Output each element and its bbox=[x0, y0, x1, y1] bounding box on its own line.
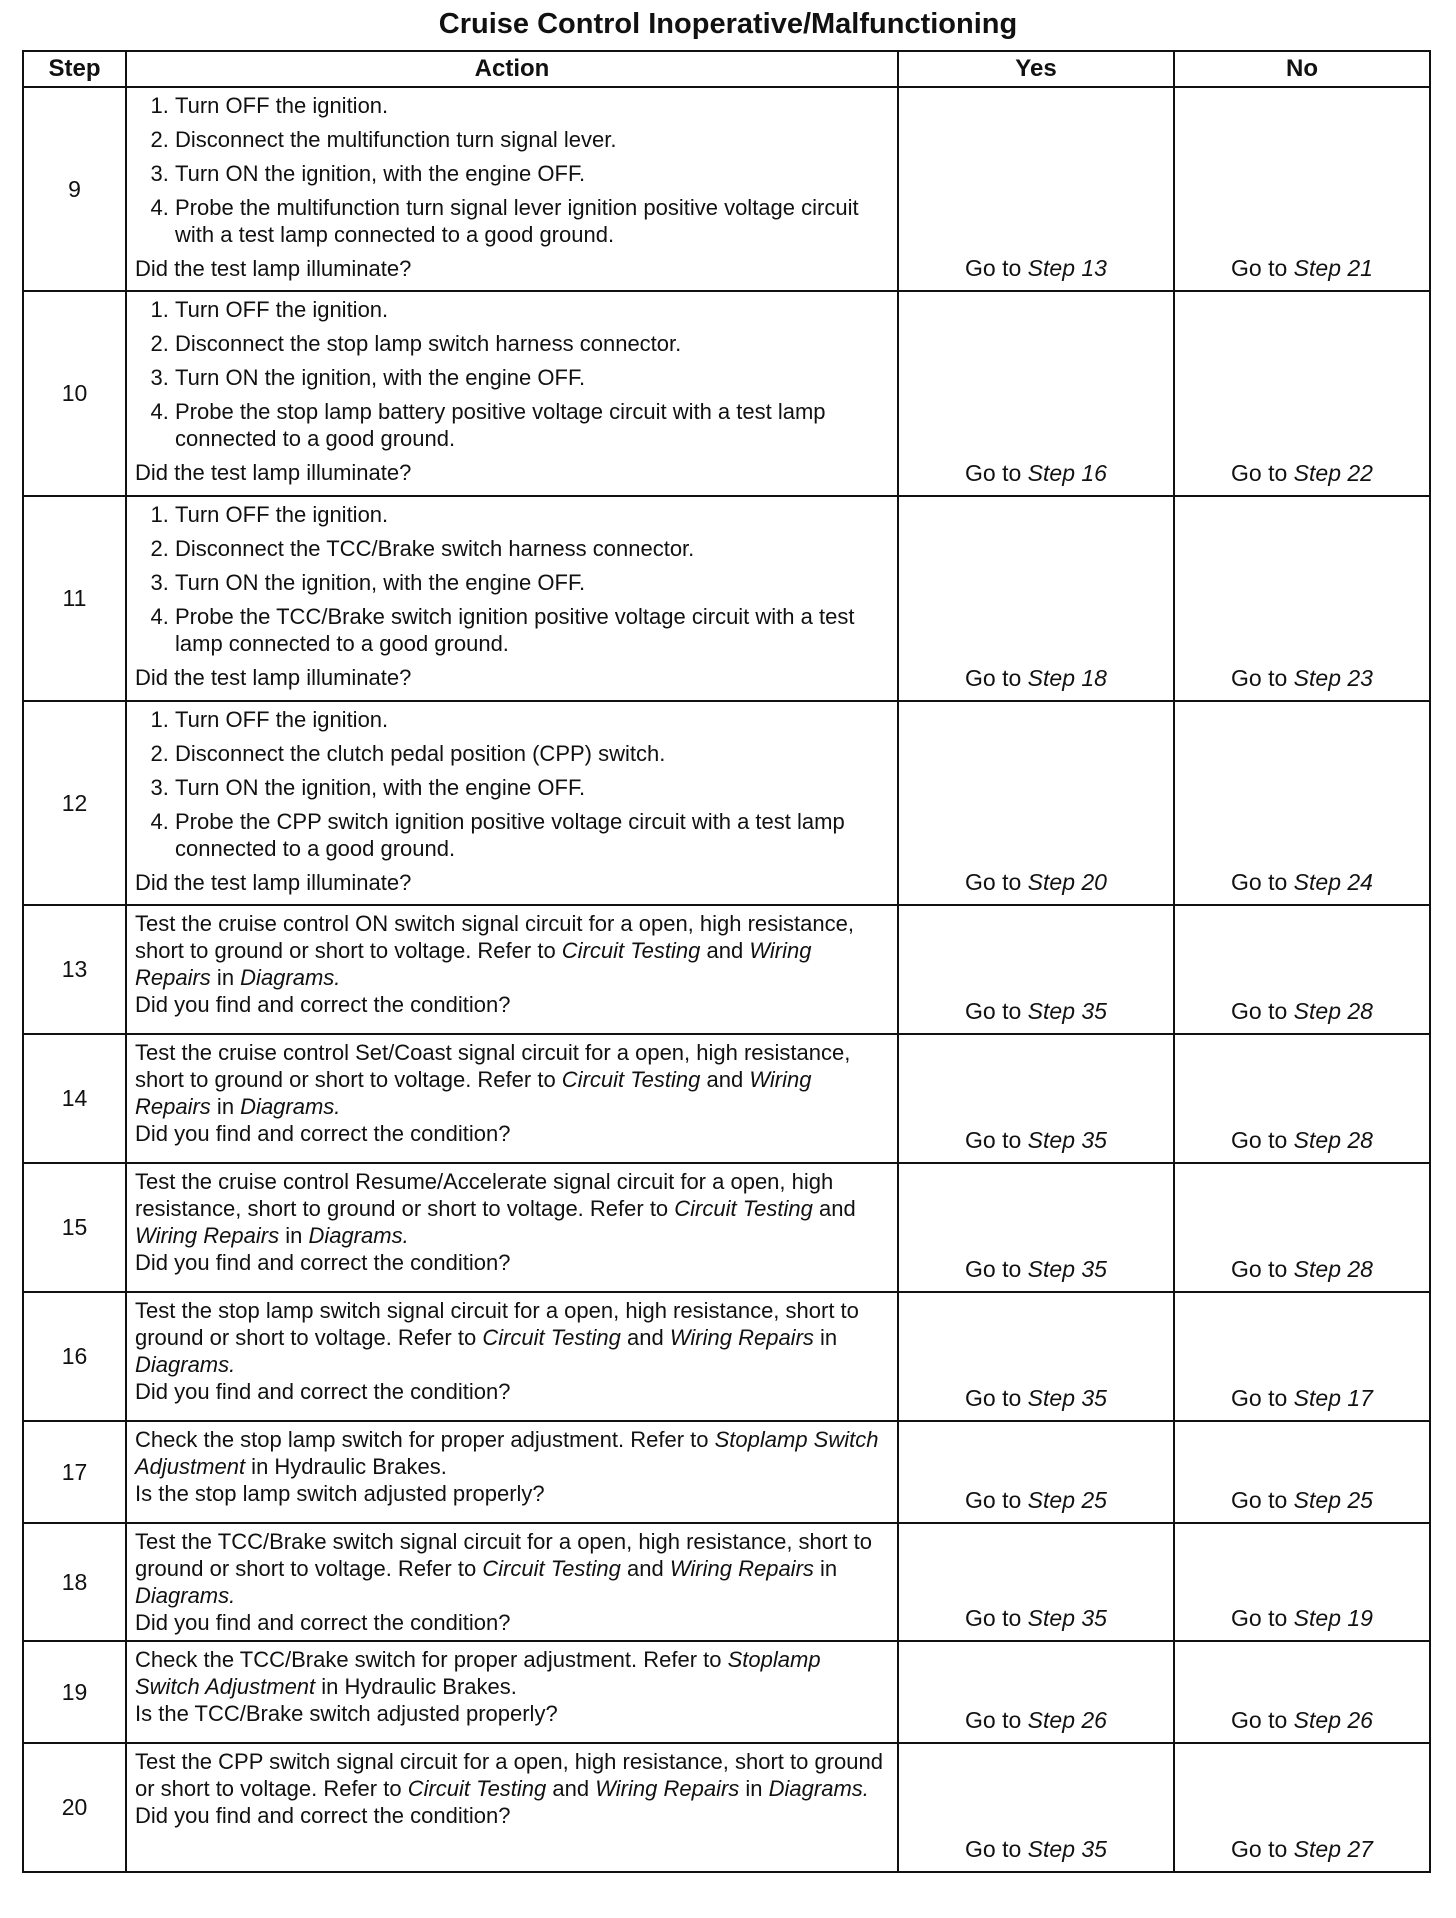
header-row bbox=[23, 51, 1430, 87]
action-text-segment: Test the cruise control Resume/Accelerate signal circuit for a open, high resistance, short to ground or short to voltage. Refer to bbox=[135, 1169, 834, 1221]
goto-step-link: Step 22 bbox=[1293, 460, 1373, 486]
goto-step-link: Step 35 bbox=[1027, 1836, 1107, 1862]
action-question: Did the test lamp illuminate? bbox=[135, 460, 412, 485]
reference-text: Diagrams. bbox=[135, 1352, 236, 1377]
goto-step-link: Step 35 bbox=[1027, 1605, 1107, 1631]
action-step-item: 3. Turn ON the ignition, with the engine OFF. bbox=[175, 160, 891, 187]
no-result bbox=[1174, 1163, 1430, 1292]
action-steps-list bbox=[135, 92, 891, 248]
goto-step-link: Step 35 bbox=[1027, 1385, 1107, 1411]
action-text-segment: and bbox=[700, 938, 750, 963]
reference-text: Circuit Testing bbox=[561, 938, 701, 963]
action-step-item: 2. Disconnect the stop lamp switch harness connector. bbox=[175, 330, 891, 357]
step-number: 20 bbox=[23, 1743, 126, 1872]
no-result bbox=[1174, 701, 1430, 905]
goto-step-link: Step 13 bbox=[1027, 255, 1107, 281]
reference-text: Circuit Testing bbox=[407, 1776, 547, 1801]
goto-step-link: Step 27 bbox=[1293, 1836, 1373, 1862]
reference-text: Circuit Testing bbox=[674, 1196, 813, 1221]
table-row bbox=[23, 1743, 1430, 1872]
goto-step-link: Step 17 bbox=[1293, 1385, 1373, 1411]
action-question: Did the test lamp illuminate? bbox=[135, 665, 412, 690]
page-title: Cruise Control Inoperative/Malfunctioning bbox=[438, 8, 1018, 40]
action-question: Did you find and correct the condition? bbox=[135, 1803, 511, 1828]
action-text-segment: in bbox=[813, 1556, 838, 1581]
no-result bbox=[1174, 291, 1430, 496]
header-no: No bbox=[1174, 51, 1430, 87]
yes-result bbox=[898, 87, 1174, 291]
reference-text: Diagrams. bbox=[308, 1223, 409, 1248]
action-text-segment: Test the stop lamp switch signal circuit for a open, high resistance, short to ground or short to voltage. Refer to bbox=[135, 1298, 859, 1350]
action-text-segment: in bbox=[210, 965, 241, 990]
goto-prefix: Go to bbox=[1231, 1256, 1294, 1282]
yes-result bbox=[898, 1292, 1174, 1421]
action-text-segment: Test the CPP switch signal circuit for a open, high resistance, short to ground or short to voltage. Refer to bbox=[135, 1749, 883, 1801]
reference-text: Stoplamp Switch Adjustment bbox=[135, 1647, 821, 1699]
table-row bbox=[23, 1523, 1430, 1641]
goto-step-link: Step 35 bbox=[1027, 998, 1107, 1024]
action-cell bbox=[126, 701, 898, 905]
step-number: 14 bbox=[23, 1034, 126, 1163]
action-text-segment: and bbox=[546, 1776, 596, 1801]
goto-step-link: Step 28 bbox=[1293, 1256, 1373, 1282]
goto-prefix: Go to bbox=[965, 1127, 1028, 1153]
step-number: 9 bbox=[23, 87, 126, 291]
action-text-segment: Test the cruise control ON switch signal circuit for a open, high resistance, short to ground or short to voltage. Refer to bbox=[135, 911, 854, 963]
action-text bbox=[135, 910, 891, 991]
goto-prefix: Go to bbox=[965, 665, 1028, 691]
goto-prefix: Go to bbox=[965, 1836, 1028, 1862]
goto-prefix: Go to bbox=[1231, 1487, 1294, 1513]
action-steps-list bbox=[135, 296, 891, 452]
goto-step-link: Step 24 bbox=[1293, 869, 1373, 895]
goto-prefix: Go to bbox=[1231, 1836, 1294, 1862]
no-result bbox=[1174, 1743, 1430, 1872]
step-number: 12 bbox=[23, 701, 126, 905]
table-row bbox=[23, 1034, 1430, 1163]
reference-text: Wiring Repairs bbox=[669, 1556, 814, 1581]
goto-prefix: Go to bbox=[1231, 998, 1294, 1024]
goto-step-link: Step 35 bbox=[1027, 1256, 1107, 1282]
action-text-segment: and bbox=[812, 1196, 856, 1221]
goto-step-link: Step 21 bbox=[1293, 255, 1373, 281]
action-step-item: 1. Turn OFF the ignition. bbox=[175, 92, 891, 119]
yes-result bbox=[898, 1034, 1174, 1163]
action-cell bbox=[126, 87, 898, 291]
action-step-item: 4. Probe the stop lamp battery positive voltage circuit with a test lamp connected to a good ground. bbox=[175, 398, 891, 452]
yes-result bbox=[898, 701, 1174, 905]
no-result bbox=[1174, 1421, 1430, 1523]
goto-prefix: Go to bbox=[965, 998, 1028, 1024]
reference-text: Circuit Testing bbox=[482, 1325, 621, 1350]
table-row bbox=[23, 1421, 1430, 1523]
action-text-segment: in Hydraulic Brakes. bbox=[315, 1674, 517, 1699]
action-text-segment: and bbox=[620, 1325, 670, 1350]
goto-step-link: Step 25 bbox=[1293, 1487, 1373, 1513]
action-step-item: 3. Turn ON the ignition, with the engine OFF. bbox=[175, 364, 891, 391]
action-steps-list bbox=[135, 501, 891, 657]
step-number: 13 bbox=[23, 905, 126, 1034]
action-cell bbox=[126, 1163, 898, 1292]
step-number: 11 bbox=[23, 496, 126, 701]
goto-prefix: Go to bbox=[965, 255, 1028, 281]
goto-step-link: Step 25 bbox=[1027, 1487, 1107, 1513]
action-text-segment: Check the TCC/Brake switch for proper adjustment. Refer to bbox=[135, 1647, 728, 1672]
reference-text: Diagrams. bbox=[240, 965, 341, 990]
action-text bbox=[135, 1748, 891, 1802]
action-cell bbox=[126, 1034, 898, 1163]
no-result bbox=[1174, 1523, 1430, 1641]
action-question: Did you find and correct the condition? bbox=[135, 1250, 511, 1275]
action-question: Did you find and correct the condition? bbox=[135, 992, 511, 1017]
action-text-segment: Test the cruise control Set/Coast signal circuit for a open, high resistance, short to ground or short to voltage. Refer to bbox=[135, 1040, 851, 1092]
action-question: Did the test lamp illuminate? bbox=[135, 256, 412, 281]
action-step-item: 4. Probe the CPP switch ignition positive voltage circuit with a test lamp connected to a good ground. bbox=[175, 808, 891, 862]
goto-step-link: Step 20 bbox=[1027, 869, 1107, 895]
goto-prefix: Go to bbox=[1231, 1385, 1294, 1411]
reference-text: Wiring Repairs bbox=[135, 1223, 280, 1248]
action-question: Did you find and correct the condition? bbox=[135, 1610, 511, 1635]
action-step-item: 1. Turn OFF the ignition. bbox=[175, 501, 891, 528]
goto-prefix: Go to bbox=[1231, 460, 1294, 486]
step-number: 19 bbox=[23, 1641, 126, 1743]
action-cell bbox=[126, 905, 898, 1034]
yes-result bbox=[898, 1421, 1174, 1523]
goto-prefix: Go to bbox=[965, 1707, 1028, 1733]
reference-text: Wiring Repairs bbox=[595, 1776, 740, 1801]
action-steps-list bbox=[135, 706, 891, 862]
action-text-segment: Test the TCC/Brake switch signal circuit for a open, high resistance, short to ground or short to voltage. Refer to bbox=[135, 1529, 872, 1581]
reference-text: Wiring Repairs bbox=[135, 938, 812, 990]
yes-result bbox=[898, 1163, 1174, 1292]
table-row bbox=[23, 291, 1430, 496]
action-step-item: 1. Turn OFF the ignition. bbox=[175, 706, 891, 733]
reference-text: Wiring Repairs bbox=[135, 1067, 812, 1119]
action-step-item: 1. Turn OFF the ignition. bbox=[175, 296, 891, 323]
no-result bbox=[1174, 87, 1430, 291]
goto-step-link: Step 19 bbox=[1293, 1605, 1373, 1631]
action-text bbox=[135, 1297, 891, 1378]
goto-step-link: Step 16 bbox=[1027, 460, 1107, 486]
goto-prefix: Go to bbox=[965, 1487, 1028, 1513]
yes-result bbox=[898, 496, 1174, 701]
action-cell bbox=[126, 1641, 898, 1743]
goto-prefix: Go to bbox=[1231, 1605, 1294, 1631]
action-step-item: 4. Probe the multifunction turn signal lever ignition positive voltage circuit with a test lamp connected to a good ground. bbox=[175, 194, 891, 248]
header-yes: Yes bbox=[898, 51, 1174, 87]
reference-text: Diagrams. bbox=[768, 1776, 869, 1801]
table-row bbox=[23, 1641, 1430, 1743]
action-text-segment: and bbox=[700, 1067, 750, 1092]
action-text bbox=[135, 1039, 891, 1120]
step-number: 18 bbox=[23, 1523, 126, 1641]
action-text-segment: in bbox=[739, 1776, 769, 1801]
no-result bbox=[1174, 1292, 1430, 1421]
goto-prefix: Go to bbox=[965, 460, 1028, 486]
reference-text: Circuit Testing bbox=[482, 1556, 621, 1581]
no-result bbox=[1174, 1641, 1430, 1743]
action-cell bbox=[126, 291, 898, 496]
action-step-item: 3. Turn ON the ignition, with the engine OFF. bbox=[175, 569, 891, 596]
action-step-item: 4. Probe the TCC/Brake switch ignition positive voltage circuit with a test lamp connected to a good ground. bbox=[175, 603, 891, 657]
reference-text: Circuit Testing bbox=[561, 1067, 701, 1092]
action-step-item: 2. Disconnect the TCC/Brake switch harness connector. bbox=[175, 535, 891, 562]
goto-step-link: Step 18 bbox=[1027, 665, 1107, 691]
table-row bbox=[23, 905, 1430, 1034]
yes-result bbox=[898, 1743, 1174, 1872]
action-text-segment: and bbox=[620, 1556, 670, 1581]
table-row bbox=[23, 1163, 1430, 1292]
action-question: Is the TCC/Brake switch adjusted properly? bbox=[135, 1701, 558, 1726]
goto-prefix: Go to bbox=[1231, 1707, 1294, 1733]
goto-step-link: Step 28 bbox=[1293, 1127, 1373, 1153]
action-step-item: 2. Disconnect the clutch pedal position (CPP) switch. bbox=[175, 740, 891, 767]
goto-step-link: Step 26 bbox=[1293, 1707, 1373, 1733]
action-question: Did the test lamp illuminate? bbox=[135, 870, 412, 895]
no-result bbox=[1174, 496, 1430, 701]
yes-result bbox=[898, 291, 1174, 496]
yes-result bbox=[898, 905, 1174, 1034]
action-cell bbox=[126, 1292, 898, 1421]
action-text bbox=[135, 1646, 891, 1700]
action-text-segment: in bbox=[279, 1223, 309, 1248]
action-cell bbox=[126, 1743, 898, 1872]
reference-text: Diagrams. bbox=[240, 1094, 341, 1119]
goto-step-link: Step 23 bbox=[1293, 665, 1373, 691]
header-step: Step bbox=[23, 51, 126, 87]
goto-prefix: Go to bbox=[965, 1385, 1028, 1411]
yes-result bbox=[898, 1523, 1174, 1641]
yes-result bbox=[898, 1641, 1174, 1743]
goto-step-link: Step 26 bbox=[1027, 1707, 1107, 1733]
action-text bbox=[135, 1168, 891, 1249]
table-row bbox=[23, 1292, 1430, 1421]
step-number: 10 bbox=[23, 291, 126, 496]
reference-text: Stoplamp Switch Adjustment bbox=[135, 1427, 879, 1479]
goto-prefix: Go to bbox=[1231, 1127, 1294, 1153]
goto-prefix: Go to bbox=[965, 1256, 1028, 1282]
table-row bbox=[23, 701, 1430, 905]
goto-prefix: Go to bbox=[965, 869, 1028, 895]
action-question: Is the stop lamp switch adjusted properly? bbox=[135, 1481, 545, 1506]
goto-prefix: Go to bbox=[1231, 869, 1294, 895]
no-result bbox=[1174, 905, 1430, 1034]
action-question: Did you find and correct the condition? bbox=[135, 1379, 511, 1404]
step-number: 15 bbox=[23, 1163, 126, 1292]
action-text-segment: Check the stop lamp switch for proper adjustment. Refer to bbox=[135, 1427, 715, 1452]
goto-prefix: Go to bbox=[1231, 255, 1294, 281]
action-step-item: 3. Turn ON the ignition, with the engine OFF. bbox=[175, 774, 891, 801]
action-text bbox=[135, 1528, 891, 1609]
reference-text: Diagrams. bbox=[135, 1583, 236, 1608]
diagnostic-table bbox=[22, 50, 1431, 1873]
action-cell bbox=[126, 1421, 898, 1523]
action-step-item: 2. Disconnect the multifunction turn signal lever. bbox=[175, 126, 891, 153]
reference-text: Wiring Repairs bbox=[669, 1325, 814, 1350]
action-cell bbox=[126, 496, 898, 701]
header-action: Action bbox=[126, 51, 898, 87]
action-question: Did you find and correct the condition? bbox=[135, 1121, 511, 1146]
table-row bbox=[23, 496, 1430, 701]
action-cell bbox=[126, 1523, 898, 1641]
goto-step-link: Step 28 bbox=[1293, 998, 1373, 1024]
action-text-segment: in bbox=[210, 1094, 241, 1119]
table-row bbox=[23, 87, 1430, 291]
step-number: 16 bbox=[23, 1292, 126, 1421]
action-text bbox=[135, 1426, 891, 1480]
step-number: 17 bbox=[23, 1421, 126, 1523]
goto-step-link: Step 35 bbox=[1027, 1127, 1107, 1153]
action-text-segment: in bbox=[813, 1325, 838, 1350]
no-result bbox=[1174, 1034, 1430, 1163]
goto-prefix: Go to bbox=[965, 1605, 1028, 1631]
goto-prefix: Go to bbox=[1231, 665, 1294, 691]
action-text-segment: in Hydraulic Brakes. bbox=[245, 1454, 447, 1479]
